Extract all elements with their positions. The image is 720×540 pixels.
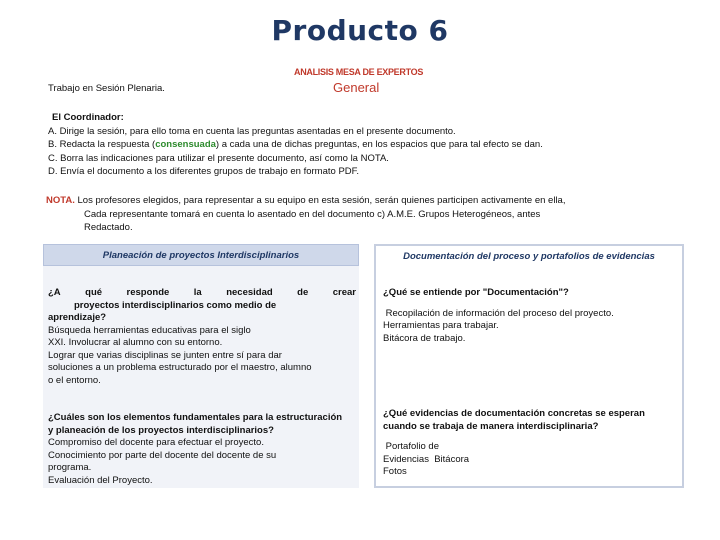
instruction-d: D. Envía el documento a los diferentes grupos de trabajo en formato PDF. [48, 166, 360, 177]
question-word: crear [332, 287, 356, 298]
left-top-answer-line-3: Lograr que varias disciplinas se junten entre sí para dar [48, 349, 282, 361]
right-bottom-question-line-1: ¿Qué evidencias de documentación concretas se esperan [383, 408, 645, 419]
left-top-answer-line-4: soluciones a un problema estructurado por el maestro, alumno [48, 362, 312, 373]
right-column-header: Documentación del proceso y portafolios de evidencias [403, 251, 655, 262]
nota-line-2: Cada representante tomará en cuenta lo asentado en del documento c) A.M.E. Grupos Heterogéneos, antes [84, 208, 541, 220]
right-bottom-cell [383, 408, 681, 479]
left-bottom-answer-line-1: Compromiso del docente para efectuar el proyecto. [48, 437, 264, 448]
nota-line-1 [46, 194, 666, 208]
right-bottom-answer-line-3: Fotos [383, 466, 407, 477]
general-label: General [333, 80, 380, 95]
left-bottom-answer-line-2: Conocimiento por parte del docente del docente de su [48, 449, 277, 461]
left-top-question-line-1 [48, 287, 356, 300]
right-bottom-question-line-2: cuando se trabaja de manera interdisciplinaria? [383, 420, 599, 432]
question-word: necesidad [226, 287, 273, 298]
instruction-b-end: ) a cada una de dichas preguntas, en los espacios que para tal efecto se dan. [215, 139, 543, 150]
right-top-answer-line-1: Recopilación de información del proceso del proyecto. [383, 307, 614, 319]
instruction-b-start: B. Redacta la respuesta ( [48, 139, 156, 150]
nota-text: Los profesores elegidos, para representar a su equipo en esta sesión, serán quienes participen activamente en ella, [74, 195, 566, 206]
coordinator-heading: El Coordinador: [52, 112, 124, 123]
mesa-label: ANALISIS MESA DE EXPERTOS [294, 67, 424, 77]
left-bottom-question-line-2: y planeación de los proyectos interdisciplinarios? [48, 424, 274, 436]
question-word: qué [85, 287, 103, 298]
nota-label: NOTA. [46, 195, 75, 206]
right-bottom-answer-line-2: Evidencias Bitácora [383, 453, 470, 465]
left-column-header: Planeación de proyectos Interdisciplinarios [43, 244, 359, 266]
question-word: la [193, 287, 202, 298]
right-top-cell [383, 287, 679, 345]
right-top-question: ¿Qué se entiende por "Documentación"? [383, 287, 569, 298]
left-top-question-line-3: aprendizaje? [48, 312, 107, 323]
question-word: ¿A [48, 287, 61, 298]
left-bottom-answer-line-3: programa. [48, 462, 92, 473]
left-bottom-answer-line-4: Evaluación del Proyecto. [48, 474, 153, 486]
question-word: responde [126, 287, 170, 298]
left-bottom-question-line-1: ¿Cuáles son los elementos fundamentales para la estructuración [48, 412, 343, 423]
left-bottom-cell [48, 412, 358, 487]
right-bottom-answer-line-1: Portafolio de [383, 441, 439, 452]
left-top-answer-line-5: o el entorno. [48, 374, 101, 386]
nota-line-3: Redactado. [84, 222, 133, 233]
instruction-a: A. Dirige la sesión, para ello toma en cuenta las preguntas asentadas en el presente documento. [48, 125, 456, 137]
right-top-answer-line-3: Bitácora de trabajo. [383, 332, 466, 344]
question-word: de [297, 287, 309, 298]
instruction-b [48, 138, 688, 152]
left-top-cell [48, 287, 356, 387]
left-top-answer-line-1: Búsqueda herramientas educativas para el siglo [48, 324, 251, 336]
consensuada-highlight: consensuada [155, 139, 216, 150]
instruction-c: C. Borra las indicaciones para utilizar el presente documento, así como la NOTA. [48, 152, 389, 164]
page-title: Producto 6 [271, 14, 449, 47]
right-top-answer-line-2: Herramientas para trabajar. [383, 320, 499, 331]
nota-block [46, 194, 666, 235]
coordinator-instructions [48, 111, 688, 179]
session-label: Trabajo en Sesión Plenaria. [48, 83, 165, 94]
left-top-answer-line-2: XXI. Involucrar al alumno con su entorno. [48, 337, 223, 348]
left-top-question-line-2: proyectos interdisciplinarios como medio de [74, 299, 277, 311]
